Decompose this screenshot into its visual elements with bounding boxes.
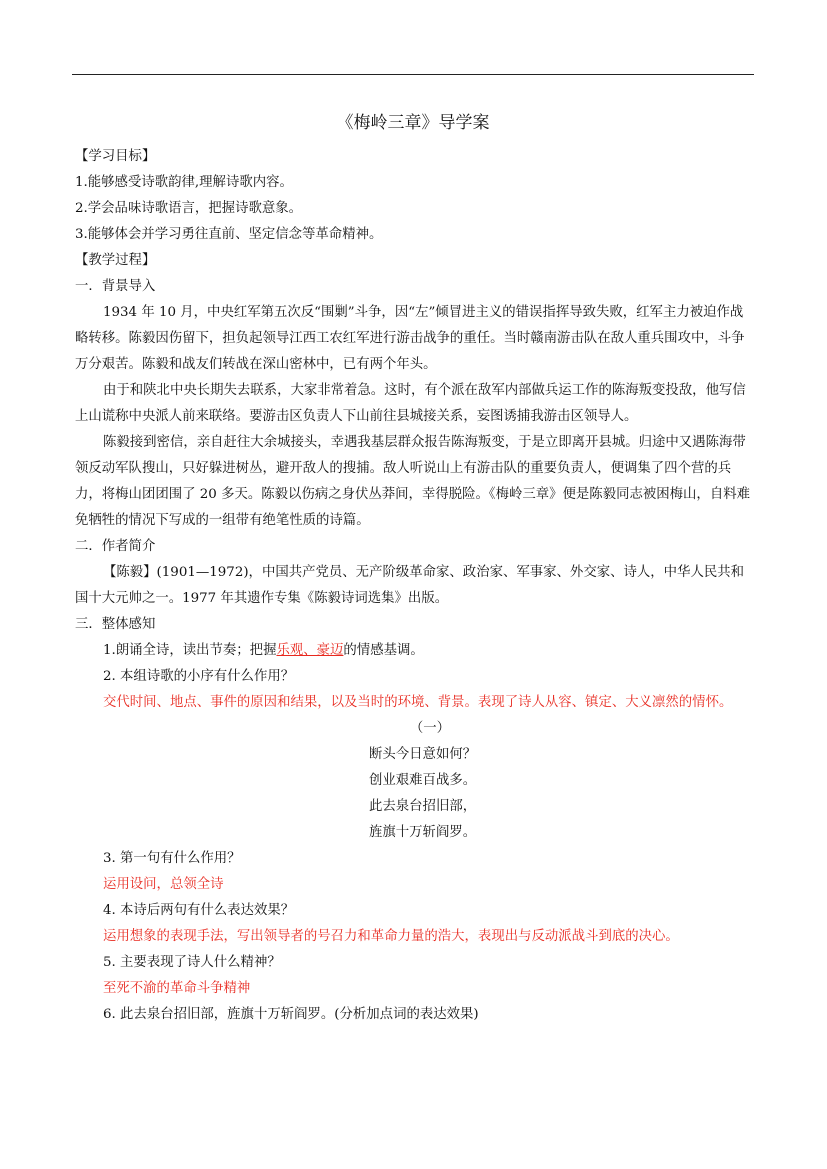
document-title: 《梅岭三章》导学案 (336, 113, 490, 133)
question-6: 6. 此去泉台招旧部，旌旗十万斩阎罗。(分析加点词的表达效果) (103, 1007, 479, 1022)
goals-heading: 【学习目标】 (75, 149, 156, 164)
answer-4: 运用想象的表现手法，写出领导者的号召力和革命力量的浩大，表现出与反动派战斗到底的决心。 (103, 929, 679, 944)
question-1-tail: 的情感基调。 (343, 643, 424, 658)
emotion-keywords: 乐观、豪迈 (276, 643, 344, 658)
section-heading-author: 二．作者简介 (75, 539, 156, 554)
poem-line: 此去泉台招旧部， (369, 799, 477, 814)
document-page (75, 110, 751, 1028)
poem-line: 旌旗十万斩阎罗。 (369, 825, 477, 840)
poem-line: 断头今日意如何？ (369, 747, 477, 762)
goal-item: 3.能够体会并学习勇往直前、坚定信念等革命精神。 (75, 227, 383, 242)
background-paragraph: 1934 年 10 月，中央红军第五次反“围剿”斗争，因“左”倾冒进主义的错误指挥导致失败，红军主力被迫作战略转移。陈毅因伤留下，担负起领导江西工农红军进行游击战争的重任。当时赣南游击队在敌人重兵围攻中，斗争万分艰苦。陈毅和战友们转战在深山密林中，已有两个年头。 (75, 305, 745, 372)
background-paragraph: 由于和陕北中央长期失去联系，大家非常着急。这时，有个派在敌军内部做兵运工作的陈海叛变投敌，他写信上山谎称中央派人前来联络。要游击区负责人下山前往县城接关系，妄图诱捕我游击区领导人。 (75, 383, 746, 424)
poem-heading: （一） (409, 721, 451, 736)
answer-5: 至死不渝的革命斗争精神 (103, 981, 251, 996)
question-5: 5. 主要表现了诗人什么精神？ (103, 955, 281, 970)
background-paragraph: 陈毅接到密信，亲自赶往大余城接头，幸遇我基层群众报告陈海叛变，于是立即离开县城。归途中又遇陈海带领反动军队搜山，只好躲进树丛，避开敌人的搜捕。敌人听说山上有游击队的重要负责人，便调集了四个营的兵力，将梅山团团围了 20 多天。陈毅以伤病之身伏丛莽间，幸得脱险。《梅岭三章》便是陈毅同志被困梅山，自料难免牺牲的情况下写成的一组带有绝笔性质的诗篇。 (75, 435, 750, 528)
header-rule (72, 74, 754, 75)
section-heading-overview: 三．整体感知 (75, 617, 156, 632)
poem-block (369, 716, 539, 846)
goal-item: 2.学会品味诗歌语言，把握诗歌意象。 (75, 201, 303, 216)
question-1-text: 1.朗诵全诗，读出节奏；把握 (103, 643, 277, 658)
question-1 (75, 638, 751, 664)
answer-2: 交代时间、地点、事件的原因和结果，以及当时的环境、背景。表现了诗人从容、镇定、大义凛然的情怀。 (103, 695, 733, 710)
section-heading-background: 一．背景导入 (75, 279, 156, 294)
question-2: 2. 本组诗歌的小序有什么作用？ (103, 669, 295, 684)
goal-item: 1.能够感受诗歌韵律,理解诗歌内容。 (75, 175, 293, 190)
question-4: 4. 本诗后两句有什么表达效果？ (103, 903, 295, 918)
process-heading: 【教学过程】 (75, 253, 156, 268)
poem-line: 创业艰难百战多。 (369, 773, 477, 788)
author-paragraph: 【陈毅】(1901—1972)，中国共产党员、无产阶级革命家、政治家、军事家、外交家、诗人，中华人民共和国十大元帅之一。1977 年其遗作专集《陈毅诗词选集》出版。 (75, 565, 745, 606)
question-3: 3. 第一句有什么作用？ (103, 851, 241, 866)
answer-3: 运用设问，总领全诗 (103, 877, 224, 892)
